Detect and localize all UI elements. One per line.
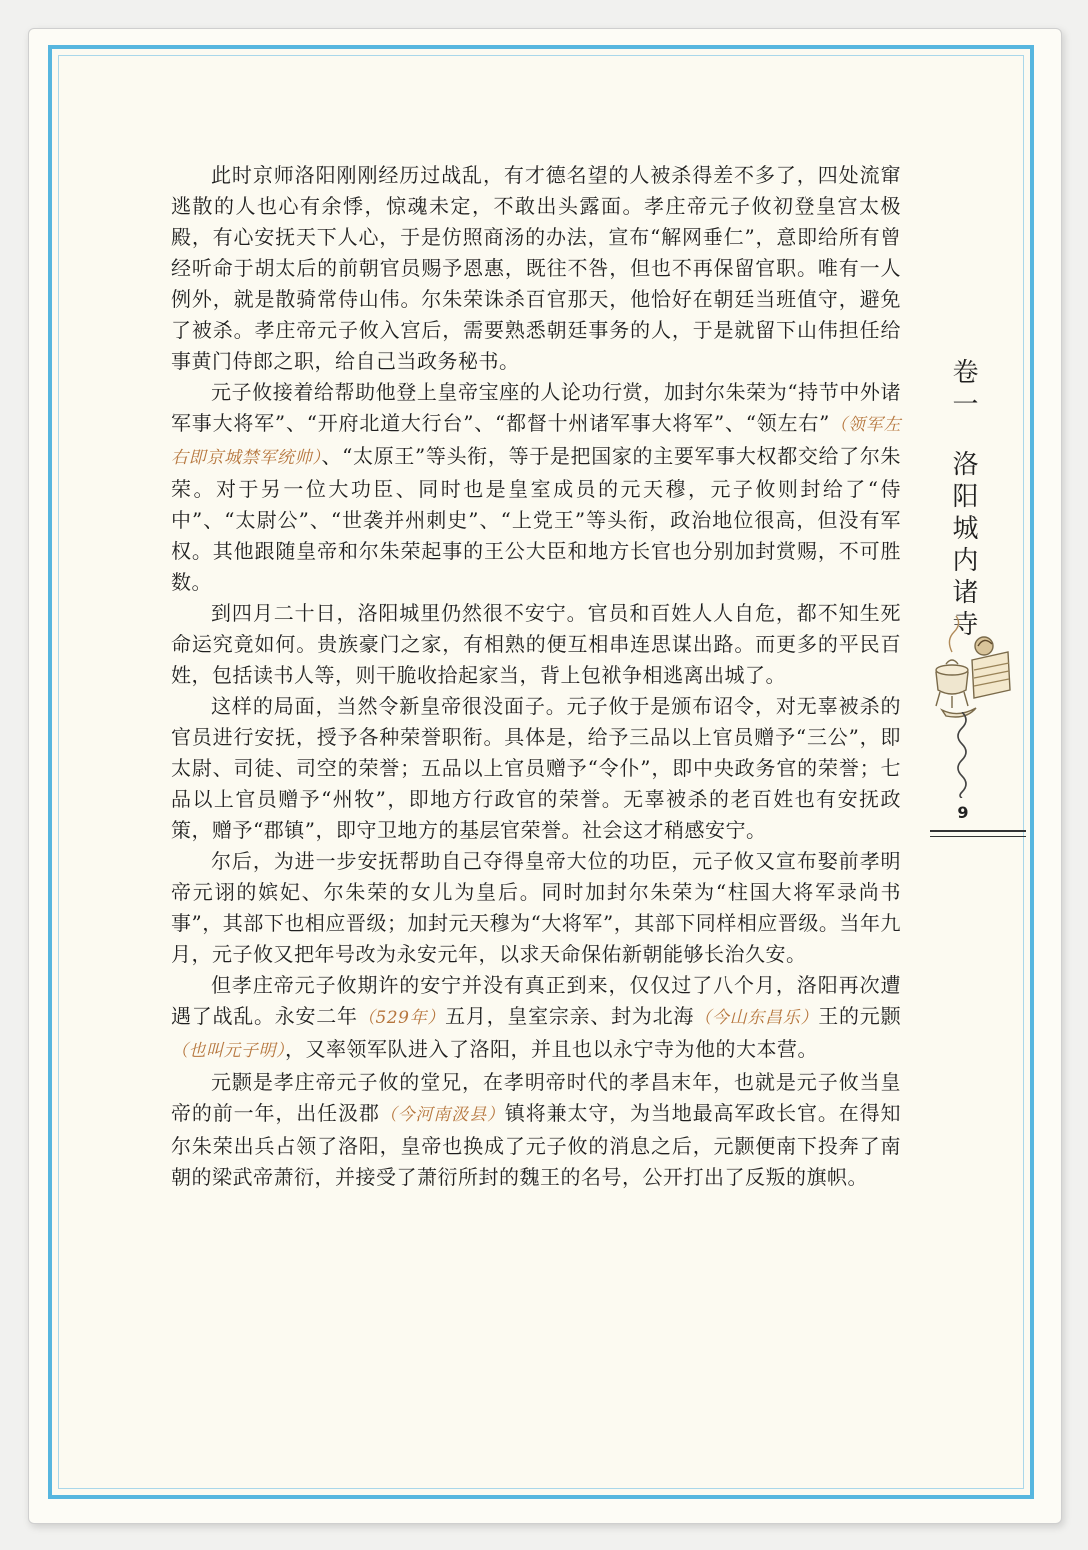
body-text — [171, 160, 901, 1193]
paragraph-text: 这样的局面，当然令新皇帝很没面子。元子攸于是颁布诏令，对无辜被杀的官员进行安抚，授予各种荣誉职衔。具体是，给予三品以上官员赠予“三公”，即太尉、司徒、司空的荣誉；五品以上官员赠予“令仆”，即中央政务官的荣誉；七品以上官员赠予“州牧”，即地方行政官的荣誉。无辜被杀的老百姓也有安抚政策，赠予“郡镇”，即守卫地方的基层官荣誉。社会这才稍感安宁。 — [171, 694, 901, 842]
annotation-note: （今河南汲县） — [379, 1105, 505, 1125]
paragraph-text: 元子攸接着给帮助他登上皇帝宝座的人论功行赏，加封尔朱荣为“持节中外诸军事大将军”、“开府北道大行台”、“都督十州诸军事大将军”、“领左右” — [171, 380, 901, 435]
chapter-title: 卷一 — [948, 358, 978, 422]
body-paragraph — [171, 846, 901, 970]
paragraph-text: 但孝庄帝元子攸期许的安宁并没有真正到来，仅仅过了八个月，洛阳再次遭遇了战乱。永安二年 — [171, 973, 901, 1028]
paragraph-text: 到四月二十日，洛阳城里仍然很不安宁。官员和百姓人人自危，都不知生死命运究竟如何。贵族豪门之家，有相熟的便互相串连思谋出路。而更多的平民百姓，包括读书人等，则干脆收拾起家当，背上包袱争相逃离出城了。 — [171, 601, 901, 687]
body-paragraph — [171, 691, 901, 846]
annotation-note: （今山东昌乐） — [694, 1008, 819, 1028]
paragraph-text: 王的元颢 — [818, 1004, 902, 1028]
page-number: 9 — [957, 803, 969, 822]
wave-ornament — [950, 712, 974, 798]
footer-rule-bottom — [930, 836, 1026, 837]
paragraph-text: 、“太原王”等头衔，等于是把国家的主要军事大权都交给了尔朱荣。对于另一位大功臣、同时也是皇室成员的元天穆，元子攸则封给了“侍中”、“太尉公”、“世袭并州刺史”、“上党王”等头衔，政治地位很高，但没有军权。其他跟随皇帝和尔朱荣起事的王公大臣和地方长官也分别加封赏赐，不可胜数。 — [171, 444, 902, 594]
body-paragraph — [171, 377, 901, 598]
incense-burner-illustration — [922, 612, 1014, 722]
paragraph-text: 尔后，为进一步安抚帮助自己夺得皇帝大位的功臣，元子攸又宣布娶前孝明帝元诩的嫔妃、尔朱荣的女儿为皇后。同时加封尔朱荣为“柱国大将军录尚书事”，其部下也相应晋级；加封元天穆为“大将军”，其部下同样相应晋级。当年九月，元子攸又把年号改为永安元年，以求天命保佑新朝能够长治久安。 — [171, 849, 901, 966]
annotation-note: （也叫元子明） — [171, 1041, 285, 1061]
running-head — [940, 358, 986, 642]
footer-rule-top — [930, 830, 1026, 832]
paragraph-text: ，又率领军队进入了洛阳，并且也以永宁寺为他的大本营。 — [285, 1037, 818, 1061]
body-paragraph — [171, 970, 901, 1067]
annotation-note: （529年） — [357, 1008, 446, 1028]
body-paragraph — [171, 1067, 901, 1193]
body-paragraph — [171, 598, 901, 691]
annotation-note: （领军左右即京城禁军统帅） — [171, 415, 902, 468]
paragraph-text: 元颢是孝庄帝元子攸的堂兄，在孝明帝时代的孝昌末年，也就是元子攸当皇帝的前一年，出任汲郡 — [171, 1070, 901, 1125]
body-paragraph — [171, 160, 901, 377]
paragraph-text: 镇将兼太守，为当地最高军政长官。在得知尔朱荣出兵占领了洛阳，皇帝也换成了元子攸的消息之后，元颢便南下投奔了南朝的梁武帝萧衍，并接受了萧衍所封的魏王的名号，公开打出了反叛的旗帜。 — [171, 1101, 902, 1189]
section-title: 洛阳城内诸寺 — [948, 450, 978, 642]
paragraph-text: 五月，皇室宗亲、封为北海 — [445, 1004, 695, 1028]
paragraph-text: 此时京师洛阳刚刚经历过战乱，有才德名望的人被杀得差不多了，四处流窜逃散的人也心有余悸，惊魂未定，不敢出头露面。孝庄帝元子攸初登皇宫太极殿，有心安抚天下人心，于是仿照商汤的办法，宣布“解网垂仁”，意即给所有曾经听命于胡太后的前朝官员赐予恩惠，既往不咎，但也不再保留官职。唯有一人例外，就是散骑常侍山伟。尔朱荣诛杀百官那天，他恰好在朝廷当班值守，避免了被杀。孝庄帝元子攸入宫后，需要熟悉朝廷事务的人，于是就留下山伟担任给事黄门侍郎之职，给自己当政务秘书。 — [171, 163, 901, 373]
